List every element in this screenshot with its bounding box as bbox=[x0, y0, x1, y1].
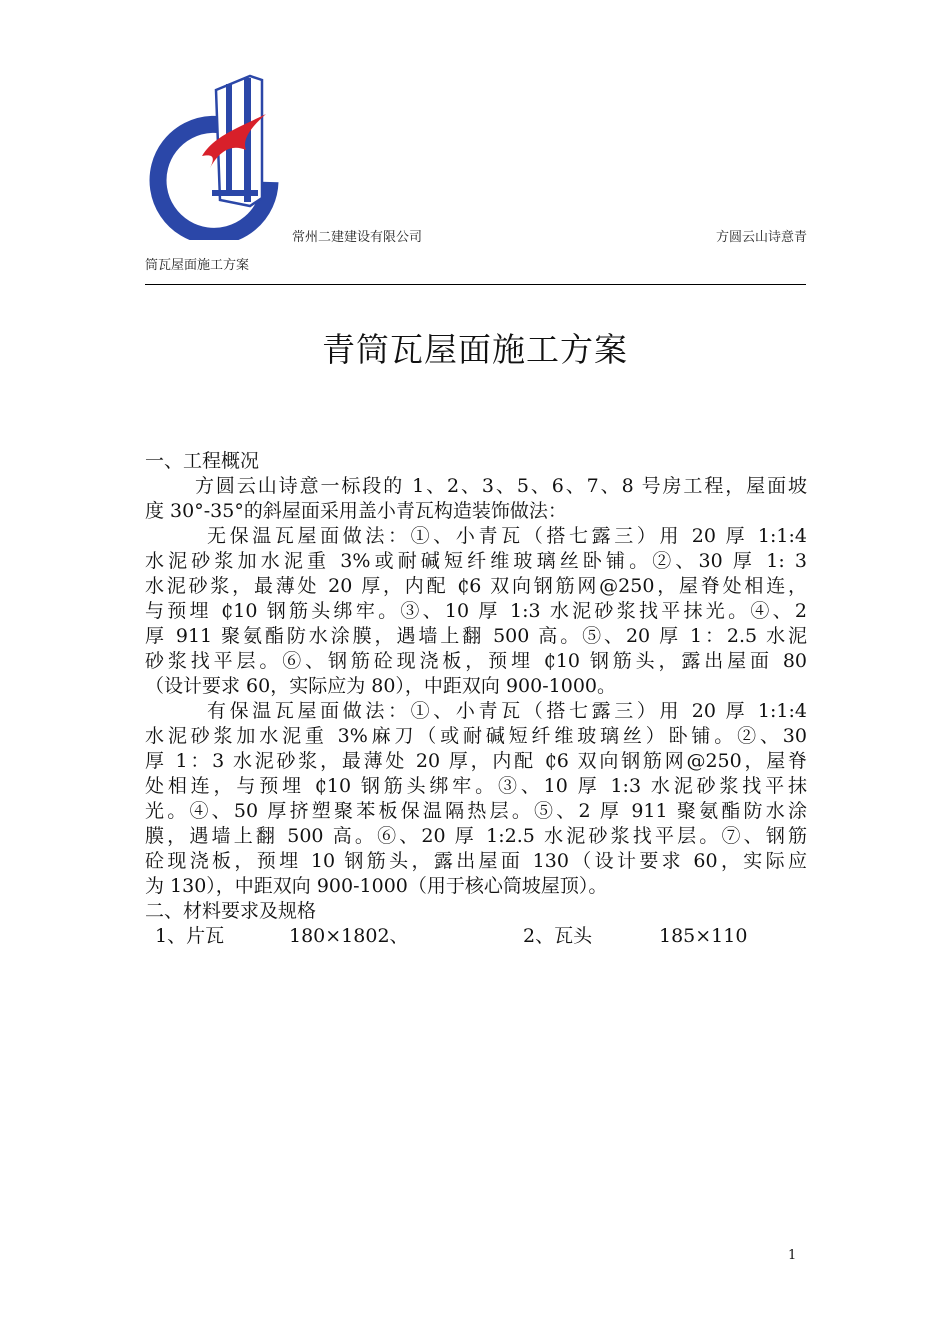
paragraph-line: 方圆云山诗意一标段的 1、2、3、5、6、7、8 号房工程，屋面坡 bbox=[195, 475, 807, 497]
section2-heading: 二、材料要求及规格 bbox=[145, 900, 317, 922]
method-b-line: 膜，遇墙上翻 500 高。⑥、20 厚 1:2.5 水泥砂浆找平层。⑦、钢筋 bbox=[145, 825, 807, 847]
material-spec: 185×110 bbox=[659, 925, 748, 947]
method-b-line: 处相连，与预埋 ₵10 钢筋头绑牢。③、10 厚 1:3 水泥砂浆找平抹 bbox=[145, 775, 807, 797]
paragraph-line: 度 30°-35°的斜屋面采用盖小青瓦构造装饰做法： bbox=[145, 500, 567, 522]
method-a-line: 水泥砂浆加水泥重 3%或耐碱短纤维玻璃丝卧铺。②、30 厚 1: 3 bbox=[145, 550, 807, 572]
method-b-line: 光。④、50 厚挤塑聚苯板保温隔热层。⑤、2 厚 911 聚氨酯防水涂 bbox=[145, 800, 807, 822]
method-b-line: 厚 1：3 水泥砂浆，最薄处 20 厚，内配 ₵6 双向钢筋网@250，屋脊 bbox=[145, 750, 807, 772]
header-divider bbox=[145, 284, 806, 285]
header-company: 常州二建建设有限公司 bbox=[292, 230, 423, 245]
document-body bbox=[145, 449, 807, 949]
method-a-line: 与预埋 ₵10 钢筋头绑牢。③、10 厚 1:3 水泥砂浆找平抹光。④、2 bbox=[145, 600, 807, 622]
method-a-line: 水泥砂浆，最薄处 20 厚，内配 ₵6 双向钢筋网@250，屋脊处相连， bbox=[145, 575, 807, 597]
method-b-line: 为 130），中距双向 900-1000（用于核心筒坡屋顶）。 bbox=[145, 875, 608, 897]
material-name: 1、片瓦 bbox=[155, 925, 225, 947]
materials-row bbox=[145, 924, 807, 949]
method-a-line: （设计要求 60，实际应为 80），中距双向 900-1000。 bbox=[145, 675, 617, 697]
method-a-line: 砂浆找平层。⑥、钢筋砼现浇板，预埋 ₵10 钢筋头，露出屋面 80 bbox=[145, 650, 807, 672]
method-b-line: 砼现浇板，预埋 10 钢筋头，露出屋面 130（设计要求 60，实际应 bbox=[145, 850, 807, 872]
material-spec: 180×1802、 bbox=[289, 925, 409, 947]
method-b-line: 有保温瓦屋面做法：①、小青瓦（搭七露三）用 20 厚 1:1:4 bbox=[207, 700, 807, 722]
company-logo bbox=[142, 70, 282, 240]
method-a-line: 厚 911 聚氨酯防水涂膜，遇墙上翻 500 高。⑤、20 厚 1：2.5 水泥 bbox=[145, 625, 807, 647]
material-name: 2、瓦头 bbox=[523, 925, 593, 947]
section1-heading: 一、工程概况 bbox=[145, 450, 260, 472]
header-project-line1: 方圆云山诗意青 bbox=[715, 230, 807, 245]
document-title: 青筒瓦屋面施工方案 bbox=[322, 330, 628, 369]
method-b-line: 水泥砂浆加水泥重 3%麻刀（或耐碱短纤维玻璃丝）卧铺。②、30 bbox=[145, 725, 807, 747]
method-a-line: 无保温瓦屋面做法：①、小青瓦（搭七露三）用 20 厚 1:1:4 bbox=[207, 525, 807, 547]
header-project-line2: 筒瓦屋面施工方案 bbox=[145, 258, 250, 273]
page-number: 1 bbox=[788, 1248, 797, 1263]
